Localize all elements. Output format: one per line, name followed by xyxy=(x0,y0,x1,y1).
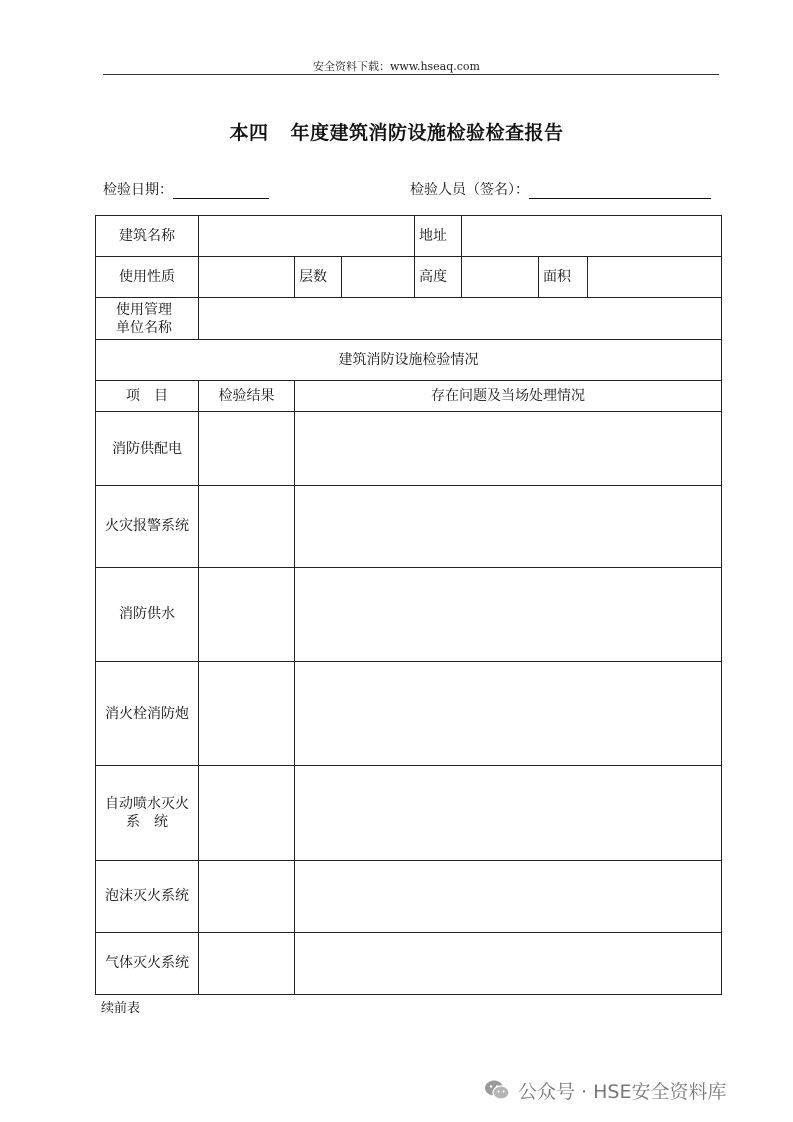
title-number: 本四 xyxy=(229,122,269,144)
site-header-url[interactable]: www.hseaq.com xyxy=(390,60,480,73)
watermark xyxy=(484,1076,726,1104)
issues-field[interactable] xyxy=(295,766,722,860)
management-unit-field[interactable] xyxy=(199,298,722,340)
address-field[interactable] xyxy=(462,216,722,257)
building-name-field[interactable] xyxy=(199,216,415,257)
table-row xyxy=(96,567,722,661)
result-field[interactable] xyxy=(199,485,295,567)
usage-label: 使用性质 xyxy=(96,257,199,298)
table-row xyxy=(96,932,722,994)
issues-field[interactable] xyxy=(295,860,722,932)
management-unit-label xyxy=(96,298,199,340)
table-row xyxy=(96,485,722,567)
site-header xyxy=(0,58,793,74)
table-row xyxy=(96,662,722,766)
issues-field[interactable] xyxy=(295,662,722,766)
result-field[interactable] xyxy=(199,932,295,994)
item-label: 泡沫灭火系统 xyxy=(96,860,199,932)
column-header-row xyxy=(96,381,722,412)
building-name-row xyxy=(96,216,722,257)
issues-field[interactable] xyxy=(295,412,722,485)
column-header-result: 检验结果 xyxy=(199,381,295,412)
floors-field[interactable] xyxy=(342,257,415,298)
floors-label: 层数 xyxy=(295,257,342,298)
inspection-date-line xyxy=(103,179,269,199)
item-label: 气体灭火系统 xyxy=(96,932,199,994)
result-field[interactable] xyxy=(199,860,295,932)
watermark-text: 公众号 · HSE安全资料库 xyxy=(518,1080,727,1103)
inspector-signature-label: 检验人员（签名）： xyxy=(410,182,529,198)
management-unit-label-line1: 使用管理 xyxy=(116,301,172,318)
continued-note: 续前表 xyxy=(101,1001,141,1016)
table-row xyxy=(96,860,722,932)
inspector-signature-field[interactable] xyxy=(529,182,711,199)
page-title xyxy=(0,118,793,145)
result-field[interactable] xyxy=(199,662,295,766)
header-divider xyxy=(103,74,719,75)
title-text: 年度建筑消防设施检验检查报告 xyxy=(290,122,564,144)
table-row xyxy=(96,412,722,485)
height-label: 高度 xyxy=(415,257,462,298)
item-label: 消防供水 xyxy=(96,567,199,661)
area-field[interactable] xyxy=(588,257,722,298)
column-header-item: 项 目 xyxy=(96,381,199,412)
inspection-date-field[interactable] xyxy=(173,182,269,199)
item-label: 消防供配电 xyxy=(96,412,199,485)
result-field[interactable] xyxy=(199,567,295,661)
management-unit-label-line2: 单位名称 xyxy=(116,319,172,336)
result-field[interactable] xyxy=(199,766,295,860)
site-header-prefix: 安全资料下载： xyxy=(313,60,390,73)
table-row xyxy=(96,766,722,860)
section-heading: 建筑消防设施检验情况 xyxy=(96,340,722,381)
usage-row xyxy=(96,257,722,298)
height-field[interactable] xyxy=(462,257,539,298)
inspector-signature-line xyxy=(410,179,711,199)
issues-field[interactable] xyxy=(295,485,722,567)
inspection-date-label: 检验日期： xyxy=(103,182,173,198)
management-unit-row xyxy=(96,298,722,340)
item-label: 火灾报警系统 xyxy=(96,485,199,567)
inspection-report-table xyxy=(95,215,722,995)
result-field[interactable] xyxy=(199,412,295,485)
issues-field[interactable] xyxy=(295,932,722,994)
area-label: 面积 xyxy=(539,257,588,298)
item-label: 消火栓消防炮 xyxy=(96,662,199,766)
column-header-issues: 存在问题及当场处理情况 xyxy=(295,381,722,412)
usage-field[interactable] xyxy=(199,257,295,298)
address-label: 地址 xyxy=(415,216,462,257)
item-label xyxy=(96,766,199,860)
wechat-icon xyxy=(484,1079,510,1101)
item-label-line1: 自动喷水灭火 xyxy=(105,795,189,812)
building-name-label: 建筑名称 xyxy=(96,216,199,257)
section-heading-row xyxy=(96,340,722,381)
item-label-line2: 系 统 xyxy=(126,813,168,830)
issues-field[interactable] xyxy=(295,567,722,661)
